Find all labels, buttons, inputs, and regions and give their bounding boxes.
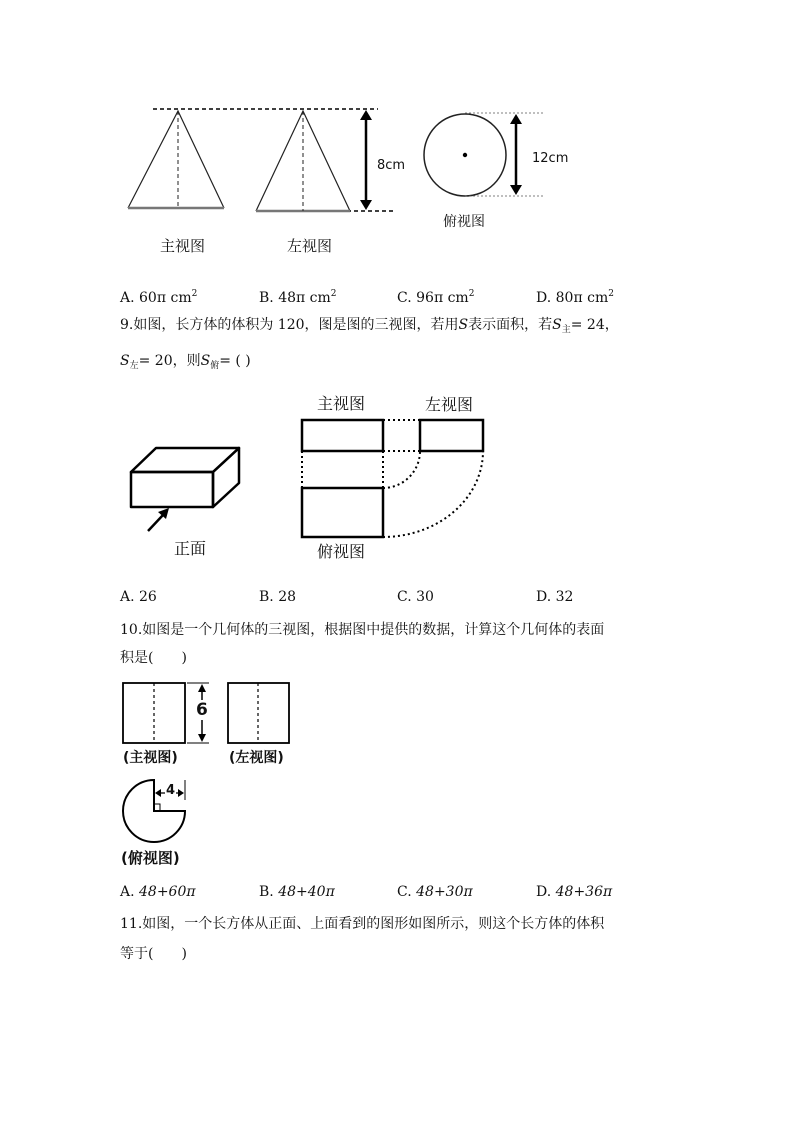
- q9-front-view-label: 主视图: [317, 394, 366, 413]
- q9-text: 9.如图，长方体的体积为 120，图是图的三视图，若用: [120, 317, 459, 333]
- q9-text: 表示面积，若: [468, 317, 553, 333]
- option-letter: B.: [259, 290, 274, 306]
- option-letter: D.: [536, 589, 552, 605]
- option-letter: B.: [259, 884, 274, 900]
- q8-height-label: 8cm: [377, 158, 406, 173]
- q9-front-face-label: 正面: [174, 539, 207, 558]
- option-letter: B.: [259, 589, 274, 605]
- q10-option-c[interactable]: [397, 882, 473, 902]
- option-value: 32: [555, 589, 574, 605]
- option-value: 30: [416, 589, 434, 605]
- option-letter: C.: [397, 589, 412, 605]
- q8-top-view-label: 俯视图: [443, 214, 485, 230]
- option-value: 26: [139, 589, 157, 605]
- q9-text: = ( ): [219, 353, 251, 369]
- option-value: 48+60π: [139, 884, 196, 900]
- q10-height-value: 6: [196, 700, 208, 720]
- q9-var: S: [458, 317, 469, 333]
- q10-question-line-1: 10.如图是一个几何体的三视图，根据图中提供的数据，计算这个几何体的表面: [120, 622, 605, 638]
- option-value: 48+36π: [555, 884, 613, 900]
- option-letter: D.: [536, 290, 552, 306]
- q11-question-line-1: 11.如图，一个长方体从正面、上面看到的图形如图所示，则这个长方体的体积: [120, 916, 605, 932]
- q10-option-a[interactable]: [120, 882, 196, 902]
- option-letter: C.: [397, 884, 412, 900]
- option-exponent: 2: [468, 289, 475, 299]
- q9-left-view-label: 左视图: [425, 395, 474, 414]
- q9-top-view-label: 俯视图: [317, 542, 366, 561]
- option-value: 48+30π: [416, 884, 473, 900]
- option-letter: A.: [120, 589, 135, 605]
- option-value: 96π cm: [416, 290, 469, 306]
- q11-question-line-2: 等于( ): [120, 946, 187, 962]
- option-exponent: 2: [330, 289, 337, 299]
- q10-radius-value: 4: [166, 783, 176, 798]
- q10-top-view-label: (俯视图): [121, 849, 180, 867]
- q8-front-view-label: 主视图: [160, 237, 206, 255]
- q10-option-b[interactable]: [259, 882, 335, 902]
- q10-question-line-2: 积是( ): [120, 650, 187, 666]
- q8-diameter-label: 12cm: [532, 151, 569, 166]
- option-exponent: 2: [608, 289, 614, 299]
- q9-var: S: [120, 353, 130, 369]
- option-letter: A.: [120, 884, 135, 900]
- q9-var: S: [552, 317, 562, 333]
- option-value: 80π cm: [555, 290, 609, 306]
- option-letter: C.: [397, 290, 412, 306]
- q9-var: S: [200, 353, 211, 369]
- option-letter: A.: [120, 290, 135, 306]
- q10-left-view: [228, 683, 289, 743]
- option-exponent: 2: [191, 289, 198, 299]
- option-letter: D.: [536, 884, 552, 900]
- q9-subscript: 左: [129, 361, 139, 371]
- option-value: 28: [278, 589, 297, 605]
- q10-option-d[interactable]: [536, 882, 612, 902]
- q9-subscript: 主: [561, 325, 571, 335]
- q8-left-view-label: 左视图: [287, 237, 333, 255]
- option-value: 60π cm: [139, 290, 192, 306]
- q9-text: = 20，则: [138, 353, 201, 369]
- q9-text: = 24，: [570, 317, 619, 333]
- q10-front-view-label: (主视图): [123, 750, 178, 766]
- option-value: 48π cm: [278, 290, 331, 306]
- q10-left-view-label: (左视图): [229, 750, 284, 766]
- q9-subscript: 俯: [210, 361, 220, 371]
- option-value: 48+40π: [278, 884, 335, 900]
